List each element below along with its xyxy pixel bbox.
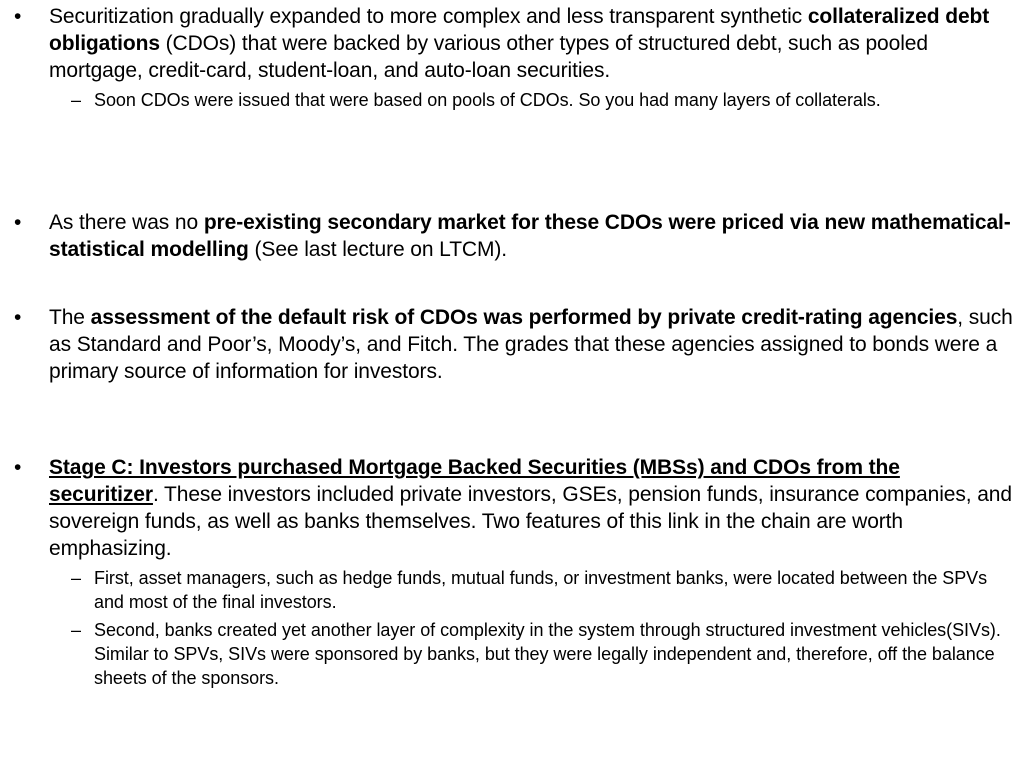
bullet-marker: •: [14, 306, 22, 329]
sub-bullet-text: Soon CDOs were issued that were based on pools of CDOs. So you had many layers of collaterals.: [94, 90, 881, 110]
text-post: (See last lecture on LTCM).: [248, 238, 508, 261]
text-bold-underline: Stage C: Investors purchased Mortgage Backed Securities (MBSs) and CDOs from the securitizer: [49, 456, 900, 506]
bullet-row: [14, 209, 1014, 263]
bullet-securitization: [14, 3, 1014, 112]
bullet-text: [49, 304, 1014, 385]
text-bold: assessment of the default risk of CDOs was performed by private credit-rating agencies: [90, 306, 958, 329]
bullet-marker: •: [14, 211, 22, 234]
bullet-row: [14, 304, 1014, 385]
bullet-text: [49, 454, 1014, 562]
sub-bullet-text: First, asset managers, such as hedge funds, mutual funds, or investment banks, were located between the SPVs and most of the final investors.: [94, 568, 988, 612]
bullet-row: [14, 3, 1014, 84]
bullet-text: [49, 3, 1014, 84]
sub-bullet-asset-managers: [71, 566, 1014, 614]
bullet-marker: •: [14, 5, 22, 28]
dash-marker: –: [71, 568, 82, 588]
sub-bullet-text: Second, banks created yet another layer of complexity in the system through structured investment vehicles(SIVs). Similar to SPVs, SIVs were sponsored by banks, but they were legally independent and, therefore, off the balance sheets of the sponsors.: [94, 620, 1001, 688]
bullet-text: [49, 209, 1014, 263]
bullet-row: [14, 454, 1014, 562]
bullet-default-risk: [14, 304, 1014, 385]
text-post: , such as Standard and Poor’s, Moody’s, and Fitch. The grades that these agencies assigned to bonds were a primary source of information for investors.: [49, 306, 1013, 383]
text-post: . These investors included private investors, GSEs, pension funds, insurance companies, and sovereign funds, as well as banks themselves. Two features of this link in the chain are worth emphasizing.: [49, 483, 1012, 560]
sub-bullet-sivs: [71, 618, 1014, 690]
text-post: (CDOs) that were backed by various other types of structured debt, such as pooled mortgage, credit-card, student-loan, and auto-loan securities.: [49, 32, 928, 82]
dash-marker: –: [71, 90, 82, 110]
text-bold: collateralized debt obligations: [49, 5, 990, 55]
bullet-marker: •: [14, 456, 22, 479]
text-pre: Securitization gradually expanded to more complex and less transparent synthetic: [49, 5, 808, 28]
bullet-secondary-market: [14, 209, 1014, 263]
text-pre: As there was no: [49, 211, 204, 234]
text-bold: pre-existing secondary market for these CDOs were priced via new mathematical-statistical modelling: [49, 211, 1011, 261]
text-pre: The: [49, 306, 91, 329]
dash-marker: –: [71, 620, 82, 640]
sub-bullet-cdo-layers: [71, 88, 1014, 112]
bullet-stage-c: [14, 454, 1014, 690]
